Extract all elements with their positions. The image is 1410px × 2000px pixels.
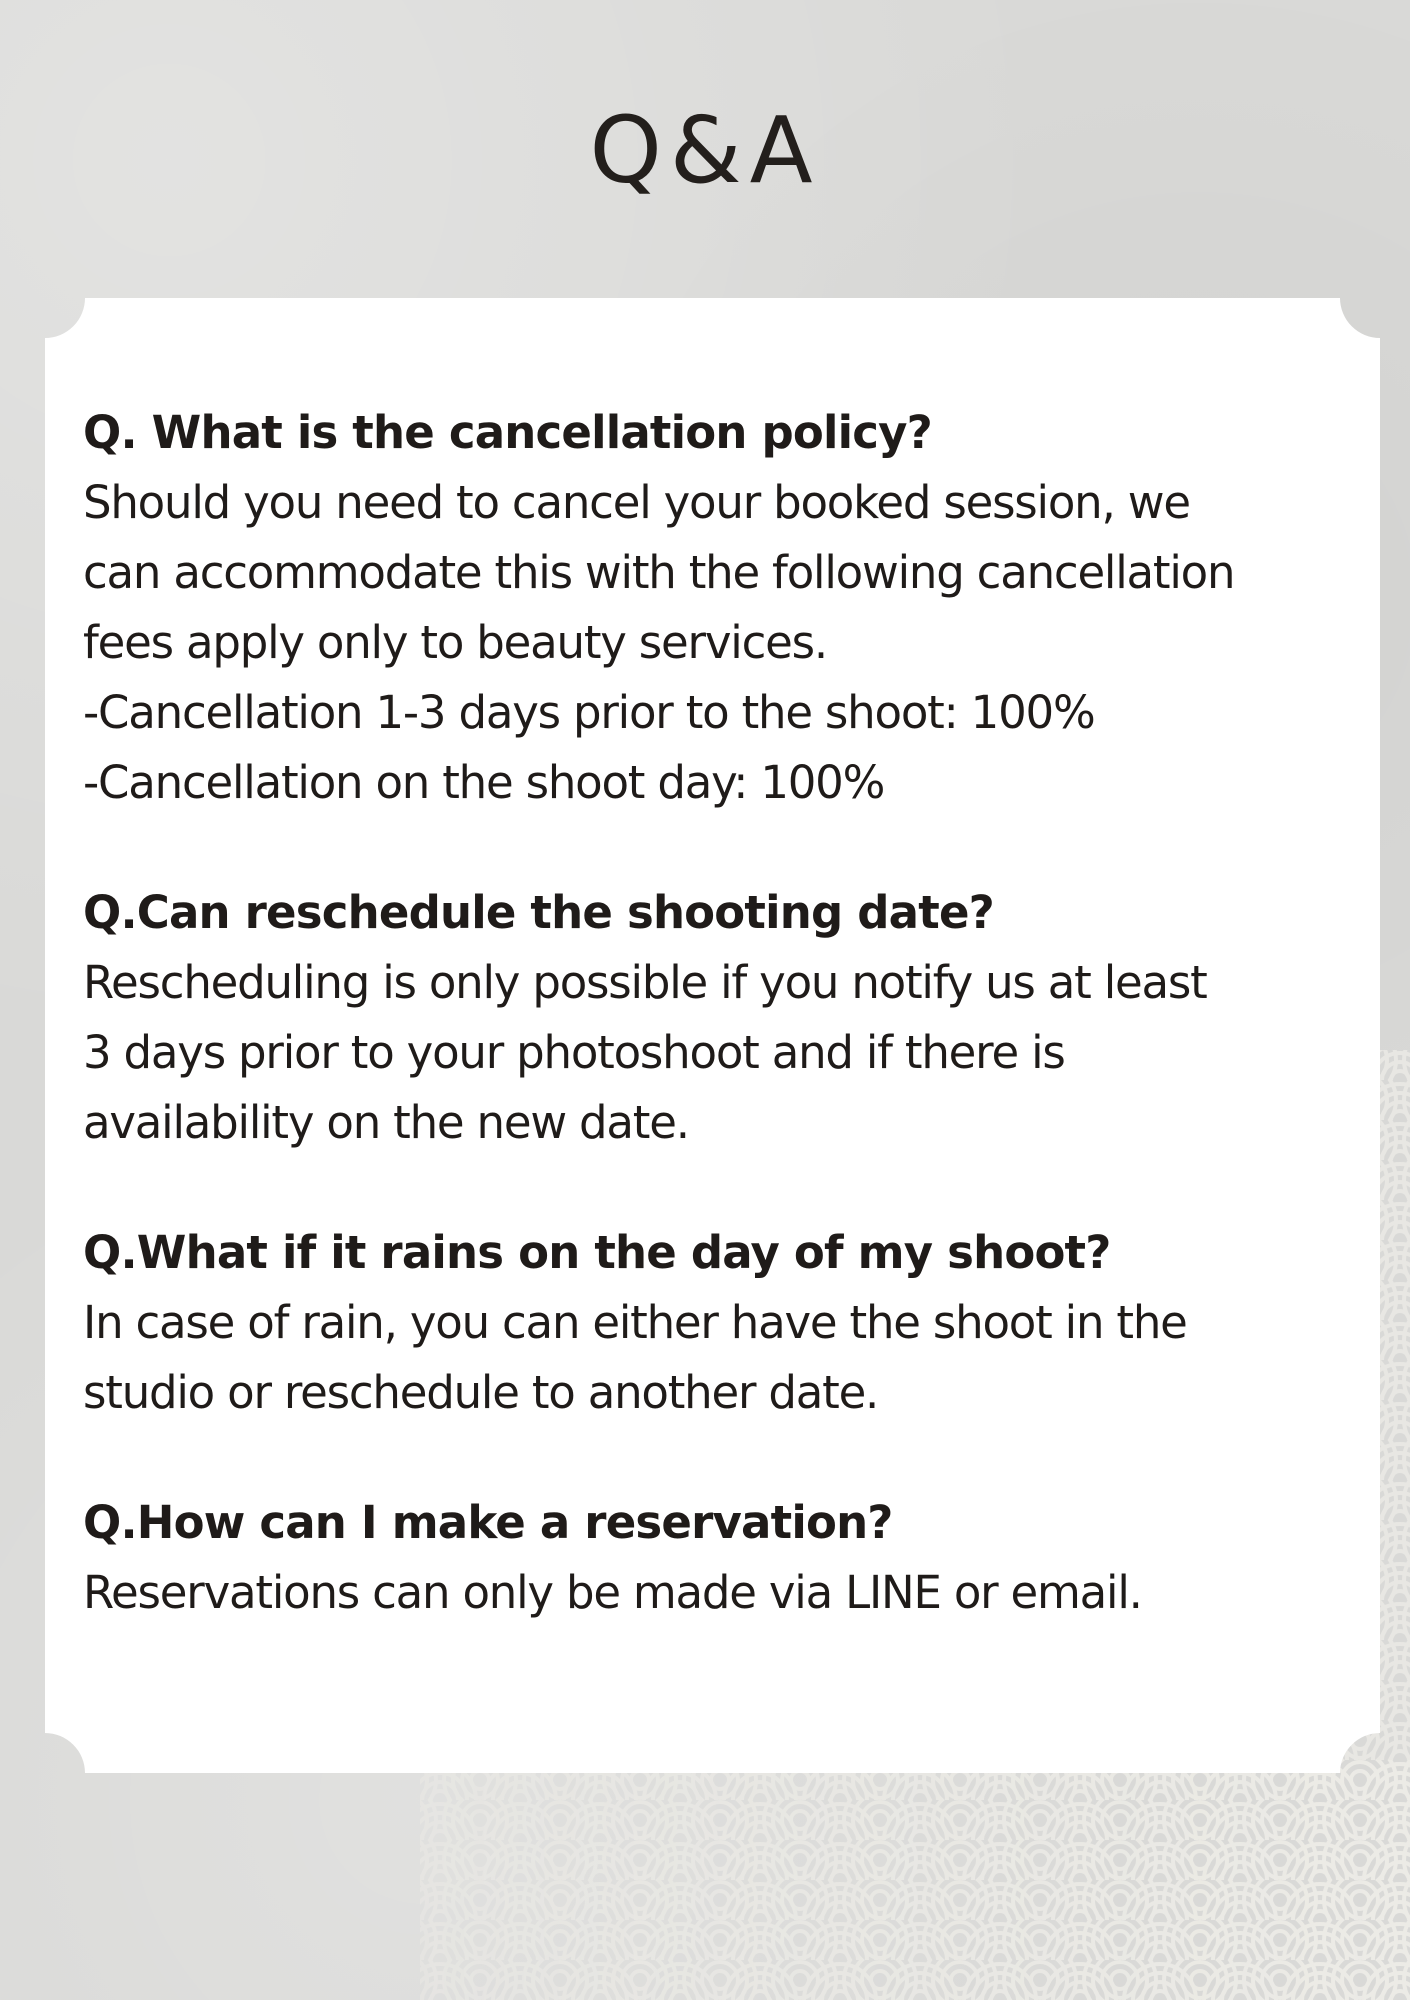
faq-answer-line: -Cancellation 1-3 days prior to the shoot: 100% <box>83 686 1095 739</box>
faq-answer-line: Should you need to cancel your booked session, we <box>83 476 1190 529</box>
faq-item-rain <box>83 1218 1343 1428</box>
faq-answer-line: fees apply only to beauty services. <box>83 616 827 669</box>
faq-item-reschedule <box>83 878 1343 1158</box>
faq-answer-line: Rescheduling is only possible if you notify us at least <box>83 956 1207 1009</box>
faq-item-cancellation <box>83 398 1343 818</box>
faq-question: Q.How can I make a reservation? <box>83 1496 893 1549</box>
faq-item-reservation <box>83 1488 1343 1628</box>
faq-answer-line: 3 days prior to your photoshoot and if there is <box>83 1026 1065 1079</box>
faq-question: Q. What is the cancellation policy? <box>83 406 932 459</box>
faq-answer-line: studio or reschedule to another date. <box>83 1366 879 1419</box>
faq-answer-line: can accommodate this with the following cancellation <box>83 546 1235 599</box>
faq-list <box>83 398 1343 1688</box>
faq-question: Q.What if it rains on the day of my shoot? <box>83 1226 1111 1279</box>
faq-answer-line: In case of rain, you can either have the shoot in the <box>83 1296 1187 1349</box>
faq-answer-line: -Cancellation on the shoot day: 100% <box>83 756 885 809</box>
faq-answer-line: availability on the new date. <box>83 1096 689 1149</box>
faq-question: Q.Can reschedule the shooting date? <box>83 886 994 939</box>
page-title: Q&A <box>589 97 821 204</box>
faq-answer-line: Reservations can only be made via LINE or email. <box>83 1566 1142 1619</box>
